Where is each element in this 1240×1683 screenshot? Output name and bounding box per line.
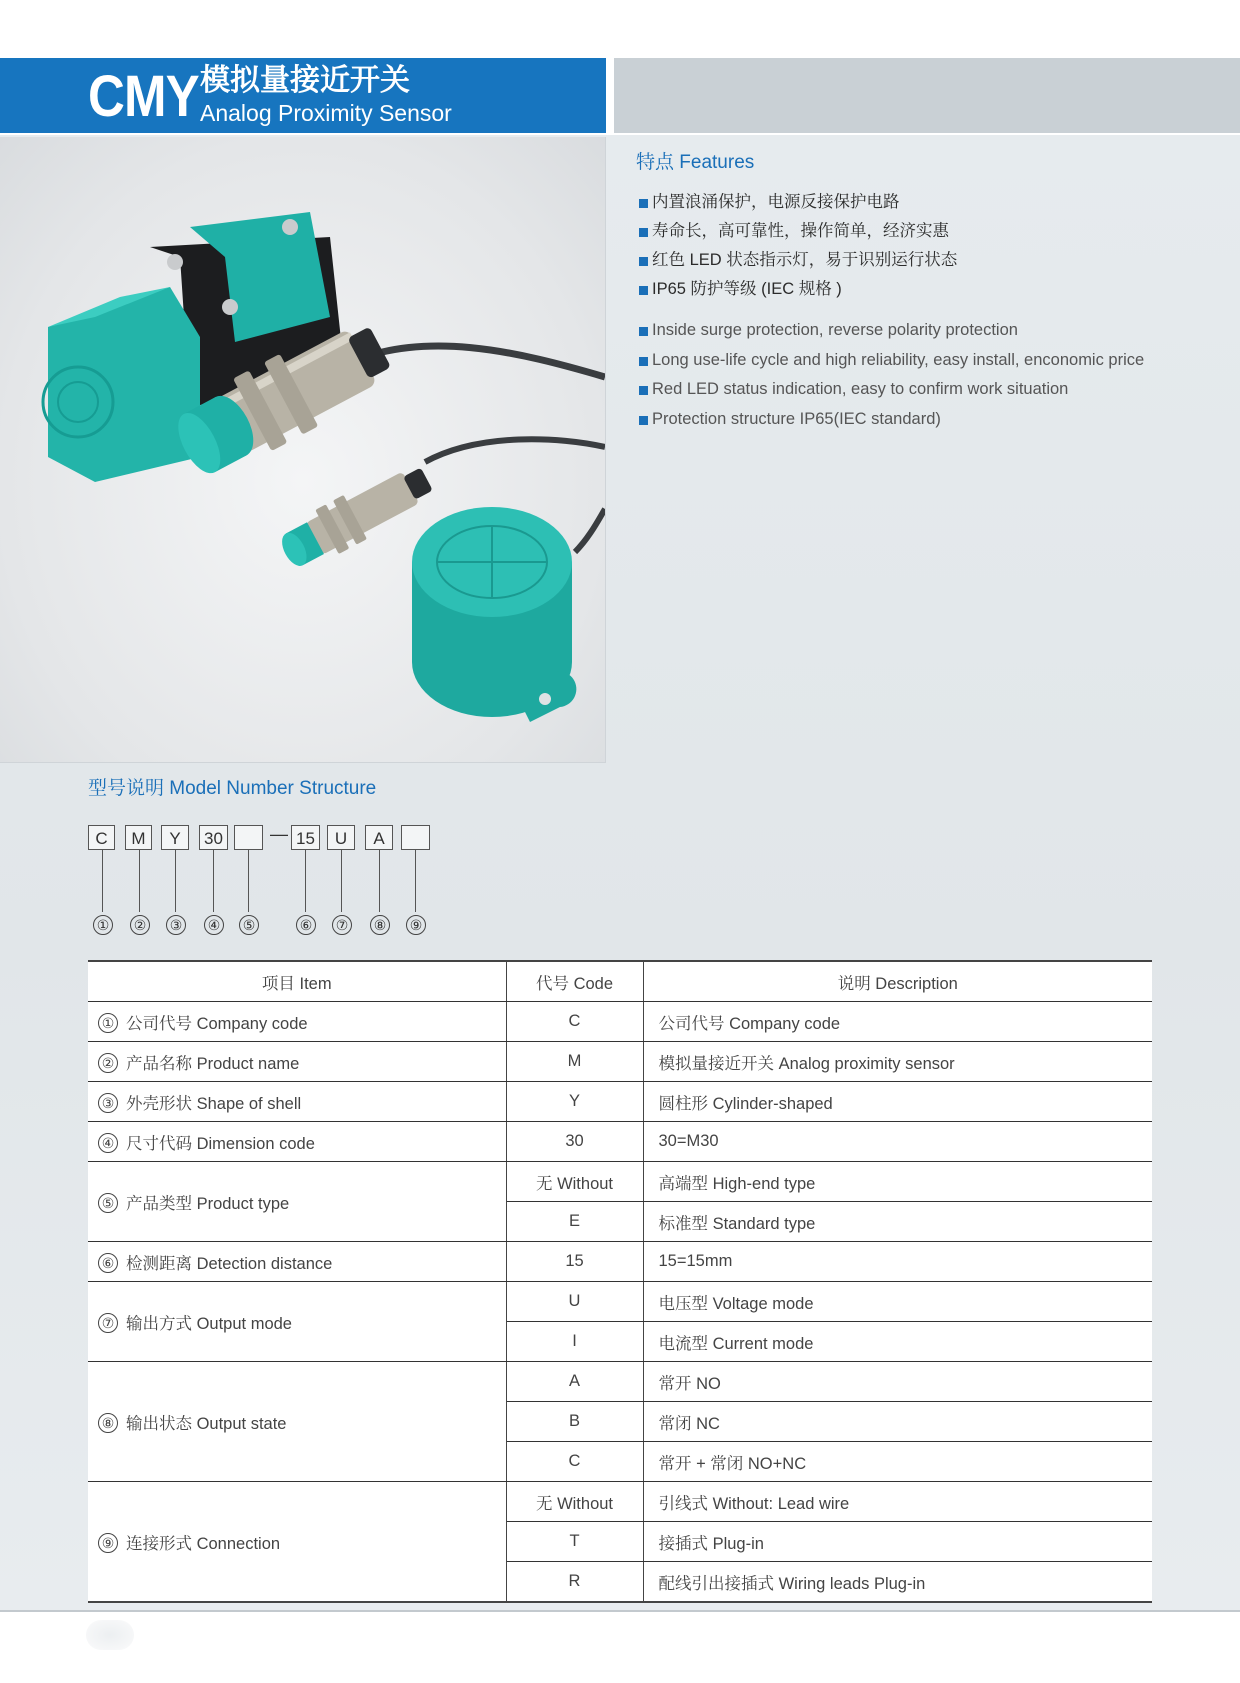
item-cell: ⑨ 连接形式 Connection (88, 1482, 506, 1603)
code-cell: M (506, 1042, 643, 1082)
model-position-number: ③ (166, 915, 186, 935)
table-row (88, 1042, 1152, 1082)
desc-cell: 电流型 Current mode (643, 1322, 1152, 1362)
table-row (88, 1002, 1152, 1042)
product-title-en: Analog Proximity Sensor (200, 100, 452, 126)
column-header-item: 项目 Item (88, 961, 506, 1002)
round-sensor (412, 507, 576, 722)
desc-cell: 电压型 Voltage mode (643, 1282, 1152, 1322)
model-code-box (401, 825, 430, 850)
desc-cell: 模拟量接近开关 Analog proximity sensor (643, 1042, 1152, 1082)
code-cell: R (506, 1562, 643, 1603)
desc-cell: 圆柱形 Cylinder-shaped (643, 1082, 1152, 1122)
desc-cell: 常开 + 常闭 NO+NC (643, 1442, 1152, 1482)
bullet-icon (639, 257, 648, 266)
code-cell: U (506, 1282, 643, 1322)
code-cell: 无 Without (506, 1162, 643, 1202)
code-cell: A (506, 1362, 643, 1402)
row-number: ⑥ (98, 1253, 118, 1273)
model-code-box: C (88, 825, 115, 850)
code-cell: 无 Without (506, 1482, 643, 1522)
desc-cell: 高端型 High-end type (643, 1162, 1152, 1202)
feature-item: Protection structure IP65(IEC standard) (636, 405, 1226, 435)
square-sensor-front (48, 287, 200, 482)
connector-line (248, 850, 249, 912)
table-header-row (88, 961, 1152, 1002)
model-code-dash: — (270, 824, 288, 844)
row-number: ② (98, 1053, 118, 1073)
row-number: ⑦ (98, 1313, 118, 1333)
connector-line (415, 850, 416, 912)
product-code: CMY (88, 64, 199, 129)
model-position-number: ⑧ (370, 915, 390, 935)
code-cell: C (506, 1442, 643, 1482)
code-cell: B (506, 1402, 643, 1442)
connector-line (139, 850, 140, 912)
table-row (88, 1162, 1152, 1202)
features-title: 特点 Features (636, 152, 755, 173)
desc-cell: 15=15mm (643, 1242, 1152, 1282)
column-header-code: 代号 Code (506, 961, 643, 1002)
model-code-box: 30 (199, 825, 228, 850)
feature-item: IP65 防护等级 (IEC 规格 ) (636, 275, 1226, 304)
row-number: ⑨ (98, 1533, 118, 1553)
code-cell: 15 (506, 1242, 643, 1282)
bullet-icon (639, 357, 648, 366)
bullet-icon (639, 228, 648, 237)
table-row (88, 1362, 1152, 1402)
footer-divider (0, 1610, 1240, 1612)
item-cell: ⑥ 检测距离 Detection distance (88, 1242, 506, 1282)
product-photo (0, 137, 606, 763)
cable-3 (575, 509, 605, 552)
model-code-box: A (365, 825, 393, 850)
model-structure-title: 型号说明 Model Number Structure (88, 778, 377, 799)
bullet-icon (639, 199, 648, 208)
item-cell: ⑧ 输出状态 Output state (88, 1362, 506, 1482)
bullet-icon (639, 327, 648, 336)
product-title-cn: 模拟量接近开关 (200, 64, 410, 97)
item-cell: ⑦ 输出方式 Output mode (88, 1282, 506, 1362)
code-cell: Y (506, 1082, 643, 1122)
screw-3 (282, 219, 298, 235)
model-position-number: ⑦ (332, 915, 352, 935)
model-position-number: ⑤ (239, 915, 259, 935)
connector-line (102, 850, 103, 912)
connector-line (305, 850, 306, 912)
table-row (88, 1482, 1152, 1522)
desc-cell: 常开 NO (643, 1362, 1152, 1402)
code-cell: C (506, 1002, 643, 1042)
row-number: ③ (98, 1093, 118, 1113)
code-cell: T (506, 1522, 643, 1562)
model-position-number: ⑨ (406, 915, 426, 935)
desc-cell: 常闭 NC (643, 1402, 1152, 1442)
model-code-box: M (125, 825, 152, 850)
feature-item: Inside surge protection, reverse polarity protection (636, 316, 1226, 346)
screw-2 (222, 299, 238, 315)
feature-item: Long use-life cycle and high reliability, easy install, enconomic price (636, 346, 1226, 376)
table-row (88, 1282, 1152, 1322)
feature-item: 内置浪涌保护，电源反接保护电路 (636, 188, 1226, 217)
item-cell: ② 产品名称 Product name (88, 1042, 506, 1082)
bullet-icon (639, 386, 648, 395)
row-number: ① (98, 1013, 118, 1033)
feature-item: 寿命长，高可靠性，操作简单，经济实惠 (636, 217, 1226, 246)
desc-cell: 公司代号 Company code (643, 1002, 1152, 1042)
code-cell: 30 (506, 1122, 643, 1162)
column-header-desc: 说明 Description (643, 961, 1152, 1002)
connector-line (379, 850, 380, 912)
features-section (636, 150, 1226, 434)
table-row (88, 1082, 1152, 1122)
model-code-box: 15 (291, 825, 320, 850)
desc-cell: 接插式 Plug-in (643, 1522, 1152, 1562)
item-cell: ④ 尺寸代码 Dimension code (88, 1122, 506, 1162)
model-position-number: ② (130, 915, 150, 935)
desc-cell: 标准型 Standard type (643, 1202, 1152, 1242)
code-cell: I (506, 1322, 643, 1362)
item-cell: ⑤ 产品类型 Product type (88, 1162, 506, 1242)
model-code-box: U (327, 825, 355, 850)
model-spec-table (88, 960, 1152, 1603)
desc-cell: 引线式 Without: Lead wire (643, 1482, 1152, 1522)
header-gray-bar (614, 58, 1240, 133)
connector-line (175, 850, 176, 912)
row-number: ④ (98, 1133, 118, 1153)
model-position-number: ⑥ (296, 915, 316, 935)
model-position-number: ① (93, 915, 113, 935)
page-number-mark (86, 1620, 134, 1650)
cable-2 (425, 439, 605, 462)
bullet-icon (639, 416, 648, 425)
row-number: ⑤ (98, 1193, 118, 1213)
model-code-box (234, 825, 263, 850)
table-row (88, 1242, 1152, 1282)
item-cell: ③ 外壳形状 Shape of shell (88, 1082, 506, 1122)
table-row (88, 1122, 1152, 1162)
feature-item: 红色 LED 状态指示灯，易于识别运行状态 (636, 246, 1226, 275)
desc-cell: 配线引出接插式 Wiring leads Plug-in (643, 1562, 1152, 1603)
screw-1 (167, 254, 183, 270)
feature-item: Red LED status indication, easy to confirm work situation (636, 375, 1226, 405)
model-code-box: Y (161, 825, 189, 850)
connector-line (341, 850, 342, 912)
bullet-icon (639, 286, 648, 295)
connector-line (213, 850, 214, 912)
product-illustration (0, 137, 605, 762)
desc-cell: 30=M30 (643, 1122, 1152, 1162)
code-cell: E (506, 1202, 643, 1242)
features-list-en (636, 316, 1226, 434)
row-number: ⑧ (98, 1413, 118, 1433)
item-cell: ① 公司代号 Company code (88, 1002, 506, 1042)
features-list-cn (636, 188, 1226, 304)
model-position-number: ④ (204, 915, 224, 935)
